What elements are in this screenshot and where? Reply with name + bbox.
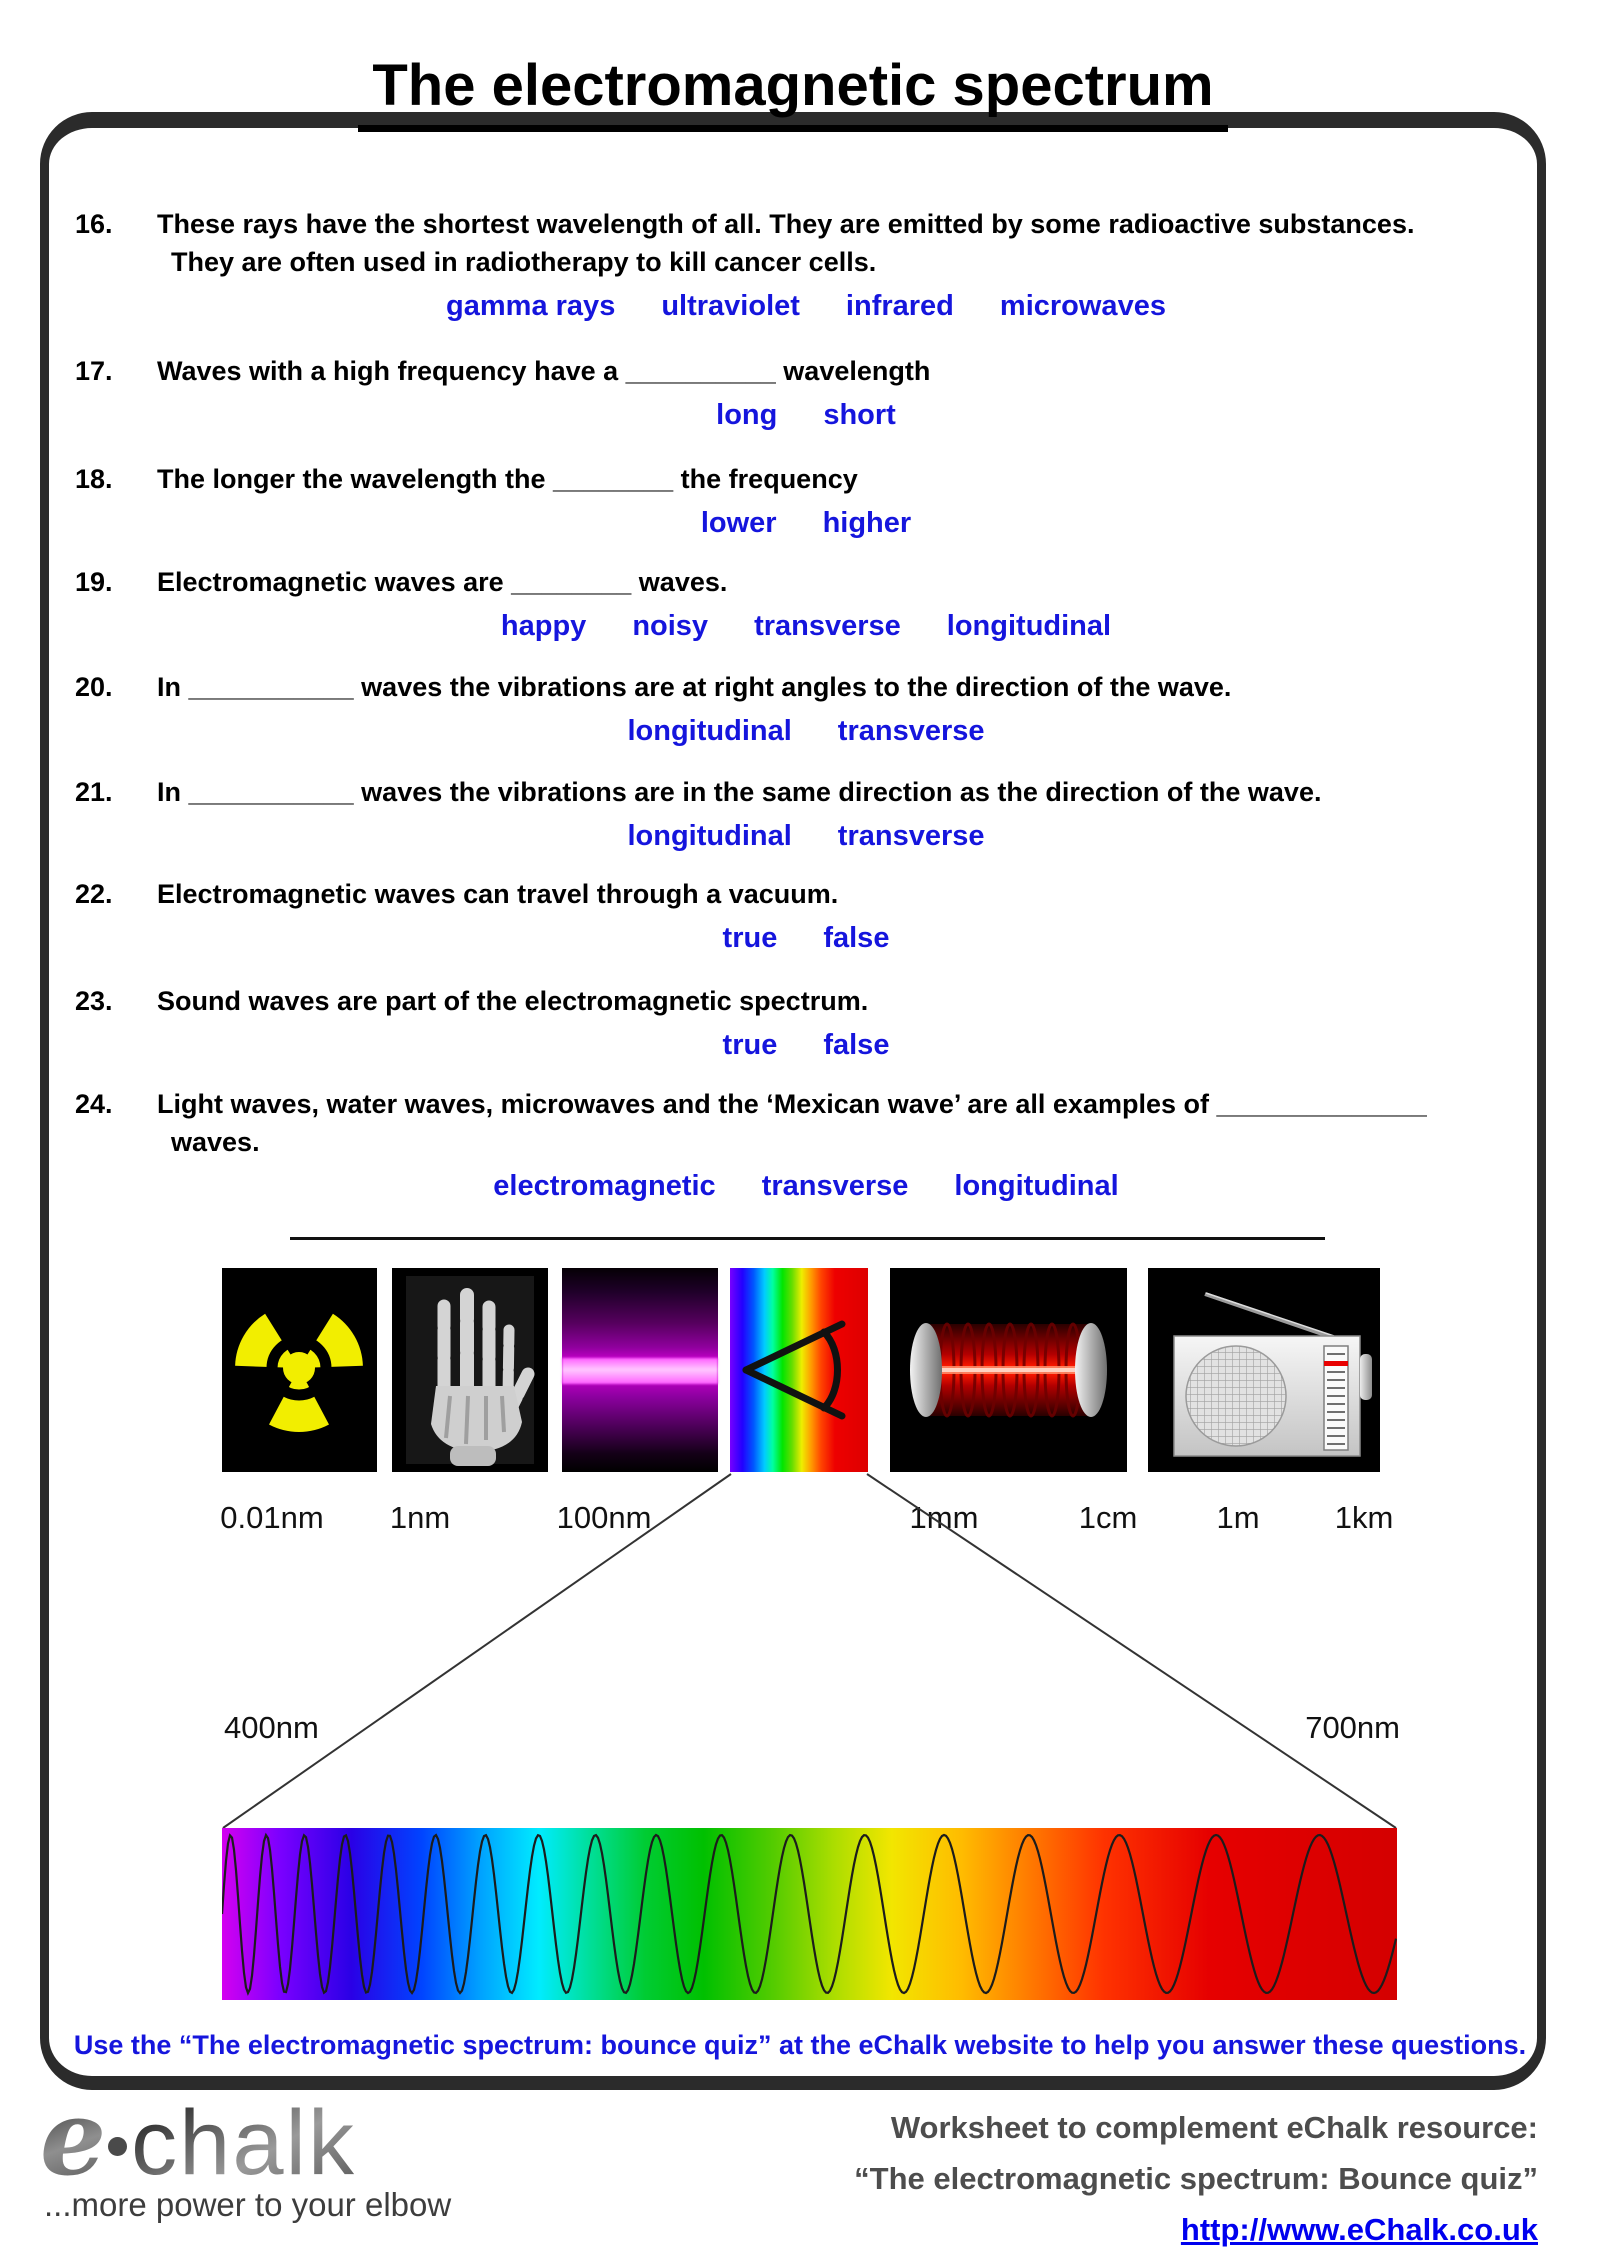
uv-beam xyxy=(562,1358,718,1385)
answer-options xyxy=(0,398,1600,432)
answer-option: transverse xyxy=(754,610,901,642)
question-number: 18. xyxy=(75,464,113,494)
infrared-heater-icon xyxy=(890,1268,1127,1472)
eye-icon xyxy=(730,1268,868,1472)
answer-options xyxy=(0,921,1600,955)
question-number: 19. xyxy=(75,567,113,597)
page-title: The electromagnetic spectrum xyxy=(358,52,1227,132)
answer-option: longitudinal xyxy=(627,820,792,852)
question-19 xyxy=(0,563,1600,643)
question-number: 16. xyxy=(75,209,113,239)
title-row xyxy=(40,52,1546,132)
answer-option: longitudinal xyxy=(954,1170,1119,1202)
question-text: The longer the wavelength the ________ the frequency xyxy=(157,464,858,494)
question-number: 24. xyxy=(75,1089,113,1119)
answer-options xyxy=(0,1028,1600,1062)
zoom-guide-lines xyxy=(0,1472,1600,1832)
instruction-note: Use the “The electromagnetic spectrum: bounce quiz” at the eChalk website to help you answer these questions. xyxy=(73,2030,1527,2060)
answer-option: noisy xyxy=(632,610,709,642)
answer-option: false xyxy=(823,922,890,954)
wavelength-scale-label: 0.01nm xyxy=(220,1500,324,1535)
footer-resource-line2: “The electromagnetic spectrum: Bounce quiz” xyxy=(854,2161,1538,2196)
answer-option: short xyxy=(823,399,896,431)
question-20 xyxy=(0,668,1600,748)
question-22 xyxy=(0,875,1600,955)
question-21 xyxy=(0,773,1600,853)
question-text: Waves with a high frequency have a __________ wavelength xyxy=(157,356,931,386)
question-number: 17. xyxy=(75,356,113,386)
question-number: 21. xyxy=(75,777,113,807)
question-24 xyxy=(0,1085,1600,1203)
logo-chalk: chalk xyxy=(131,2092,356,2194)
answer-option: microwaves xyxy=(999,290,1166,322)
question-number: 23. xyxy=(75,986,113,1016)
question-17 xyxy=(0,352,1600,432)
divider-line xyxy=(290,1237,1325,1240)
wavelength-scale-label: 1nm xyxy=(389,1500,451,1535)
answer-option: electromagnetic xyxy=(493,1170,716,1202)
question-16 xyxy=(0,205,1600,323)
answer-options xyxy=(0,1169,1600,1203)
answer-options xyxy=(0,714,1600,748)
echalk-link[interactable]: http://www.eChalk.co.uk xyxy=(1180,2212,1538,2247)
answer-option: true xyxy=(722,1029,778,1061)
answer-options xyxy=(0,819,1600,853)
zoom-left-label: 400nm xyxy=(224,1710,319,1745)
answer-option: gamma rays xyxy=(446,290,616,322)
question-text: Electromagnetic waves are ________ waves. xyxy=(157,567,728,597)
question-number: 22. xyxy=(75,879,113,909)
question-text: In ___________ waves the vibrations are in the same direction as the direction of the wave. xyxy=(157,777,1322,807)
logo-e: e xyxy=(40,2076,107,2199)
footer-resource-line1: Worksheet to complement eChalk resource: xyxy=(890,2110,1538,2145)
answer-option: longitudinal xyxy=(627,715,792,747)
question-text: Electromagnetic waves can travel through a vacuum. xyxy=(157,879,839,909)
answer-option: ultraviolet xyxy=(661,290,800,322)
radioactive-icon xyxy=(222,1268,377,1472)
visible-spectrum-icon xyxy=(730,1268,868,1472)
question-text: waves. xyxy=(171,1127,260,1157)
wave-curve xyxy=(222,1835,1396,1993)
answer-option: higher xyxy=(822,507,912,539)
question-text: These rays have the shortest wavelength of all. They are emitted by some radioactive substances. xyxy=(157,209,1415,239)
radio-icon xyxy=(1148,1268,1380,1472)
answer-option: true xyxy=(722,922,778,954)
wavelength-scale-label: 1km xyxy=(1334,1500,1394,1535)
answer-option: longitudinal xyxy=(946,610,1112,642)
answer-option: transverse xyxy=(837,715,985,747)
question-text: Light waves, water waves, microwaves and the ‘Mexican wave’ are all examples of ______________ xyxy=(157,1089,1427,1119)
ultraviolet-lamp-icon xyxy=(562,1268,718,1472)
xray-hand-icon xyxy=(392,1268,548,1472)
answer-option: transverse xyxy=(837,820,985,852)
visible-spectrum-band xyxy=(222,1828,1397,2000)
wavelength-scale-label: 1m xyxy=(1216,1500,1260,1535)
answer-option: transverse xyxy=(761,1170,909,1202)
zoom-right-label: 700nm xyxy=(1305,1710,1400,1745)
answer-option: lower xyxy=(700,507,777,539)
wavelength-scale-label: 1cm xyxy=(1078,1500,1138,1535)
answer-options xyxy=(0,289,1600,323)
answer-option: long xyxy=(716,399,778,431)
answer-option: false xyxy=(823,1029,890,1061)
answer-option: happy xyxy=(500,610,587,642)
logo-tagline: ...more power to your elbow xyxy=(44,2186,452,2223)
question-18 xyxy=(0,460,1600,540)
question-text: Sound waves are part of the electromagnetic spectrum. xyxy=(157,986,869,1016)
logo-dot-icon xyxy=(108,2137,127,2156)
question-text: In ___________ waves the vibrations are at right angles to the direction of the wave. xyxy=(157,672,1232,702)
wavelength-scale-label: 1mm xyxy=(909,1500,979,1535)
question-23 xyxy=(0,982,1600,1062)
question-text: They are often used in radiotherapy to kill cancer cells. xyxy=(171,247,877,277)
wavelength-scale-label: 100nm xyxy=(556,1500,652,1535)
answer-options xyxy=(0,609,1600,643)
footer-resource-block xyxy=(854,2102,1538,2255)
answer-options xyxy=(0,506,1600,540)
question-number: 20. xyxy=(75,672,113,702)
echalk-logo xyxy=(40,2076,356,2199)
answer-option: infrared xyxy=(845,290,954,322)
